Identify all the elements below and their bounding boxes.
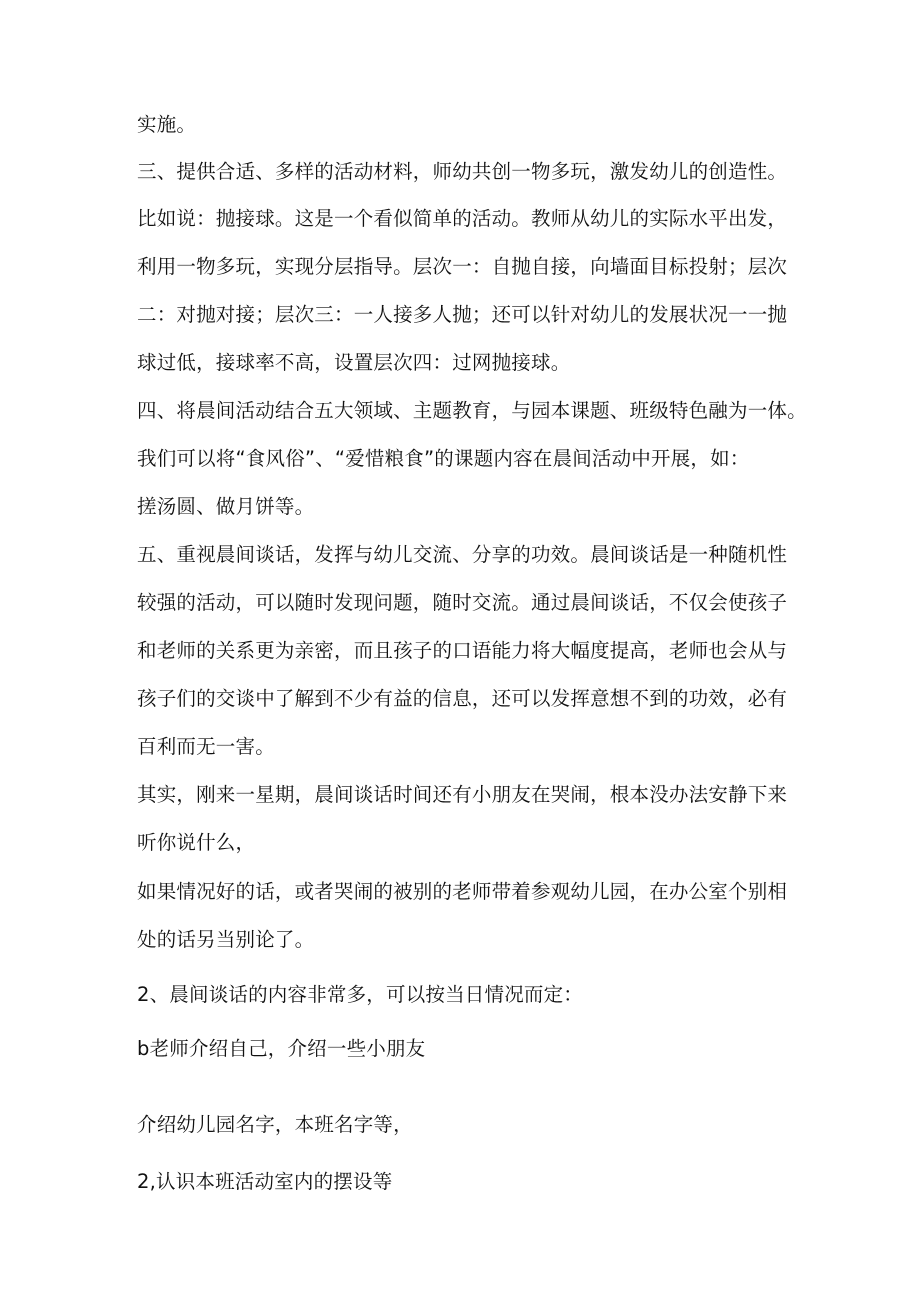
text-line-17: 如果情况好的话，或者哭闹的被别的老师带着参观幼儿园，在办公室个别相 (137, 880, 788, 903)
text-line-5: 二：对抛对接；层次三：一人接多人抛；还可以针对幼儿的发展状况一一抛 (137, 303, 788, 326)
text-line-20: b老师介绍自己，介绍一些小朋友 (137, 1037, 426, 1060)
text-line-19: 2、晨间谈话的内容非常多，可以按当日情况而定： (137, 983, 584, 1006)
text-line-10: 五、重视晨间谈话，发挥与幼儿交流、分享的功效。晨间谈话是一种随机性 (137, 543, 788, 566)
text-line-9: 搓汤圆、做月饼等。 (137, 495, 315, 518)
text-line-11: 较强的活动，可以随时发现问题，随时交流。通过晨间谈话，不仅会使孩子 (137, 591, 788, 614)
text-line-12: 和老师的关系更为亲密，而且孩子的口语能力将大幅度提高，老师也会从与 (137, 639, 788, 662)
text-line-4: 利用一物多玩，实现分层指导。层次一：自抛自接，向墙面目标投射；层次 (137, 255, 788, 278)
text-line-2: 三、提供合适、多样的活动材料，师幼共创一物多玩，激发幼儿的创造性。 (137, 160, 788, 183)
text-line-3: 比如说：抛接球。这是一个看似简单的活动。教师从幼儿的实际水平出发， (137, 207, 788, 230)
text-line-16: 听你说什么， (137, 831, 256, 854)
text-line-7: 四、将晨间活动结合五大领域、主题教育，与园本课题、班级特色融为一体。 (137, 399, 807, 422)
text-line-21: 介绍幼儿园名字，本班名字等， (137, 1113, 413, 1136)
text-line-8: 我们可以将“食风俗”、“爱惜粮食”的课题内容在晨间活动中开展，如： (137, 447, 750, 470)
text-line-6: 球过低，接球率不高，设置层次四：过网抛接球。 (137, 351, 571, 374)
text-line-13: 孩子们的交谈中了解到不少有益的信息，还可以发挥意想不到的功效，必有 (137, 687, 788, 710)
text-line-15: 其实，刚来一星期，晨间谈话时间还有小朋友在哭闹，根本没办法安静下来 (137, 783, 788, 806)
text-line-18: 处的话另当别论了。 (137, 928, 315, 951)
text-line-1: 实施。 (137, 113, 197, 136)
text-line-22: 2,认识本班活动室内的摆设等 (137, 1170, 393, 1193)
text-line-14: 百利而无一害。 (137, 735, 275, 758)
